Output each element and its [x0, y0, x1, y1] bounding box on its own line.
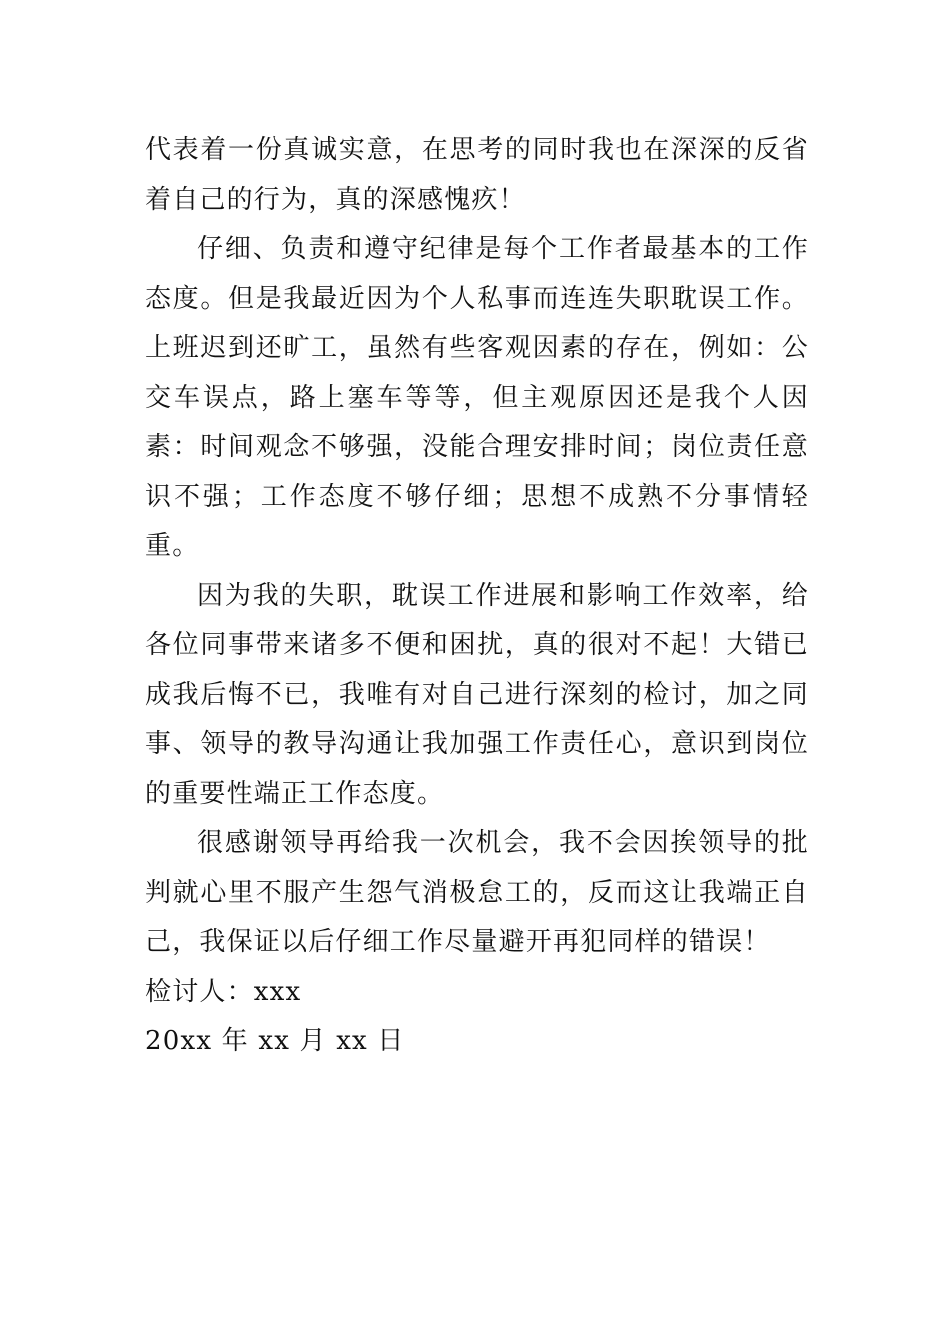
paragraph-continuation: 代表着一份真诚实意，在思考的同时我也在深深的反省着自己的行为，真的深感愧疚！ — [145, 135, 809, 215]
date-line: 20xx 年 xx 月 xx 日 — [145, 1026, 405, 1056]
paragraph-work-attitude: 仔细、负责和遵守纪律是每个工作者最基本的工作态度。但是我最近因为个人私事而连连失职耽误工作。上班迟到还旷工，虽然有些客观因素的存在，例如：公交车误点，路上塞车等等，但主观原因还是我个人因素：时间观念不够强，没能合理安排时间；岗位责任意识不强；工作态度不够仔细；思想不成熟不分事情轻重。 — [145, 234, 809, 561]
signature-line: 检讨人：xxx — [145, 976, 302, 1007]
paragraph-commitment: 很感谢领导再给我一次机会，我不会因挨领导的批判就心里不服产生怨气消极怠工的，反而这让我端正自己，我保证以后仔细工作尽量避开再犯同样的错误！ — [145, 828, 809, 957]
document-body — [145, 126, 809, 1067]
paragraph-apology: 因为我的失职，耽误工作进展和影响工作效率，给各位同事带来诸多不便和困扰，真的很对不起！大错已成我后悔不已，我唯有对自己进行深刻的检讨，加之同事、领导的教导沟通让我加强工作责任心，意识到岗位的重要性端正工作态度。 — [145, 580, 809, 809]
